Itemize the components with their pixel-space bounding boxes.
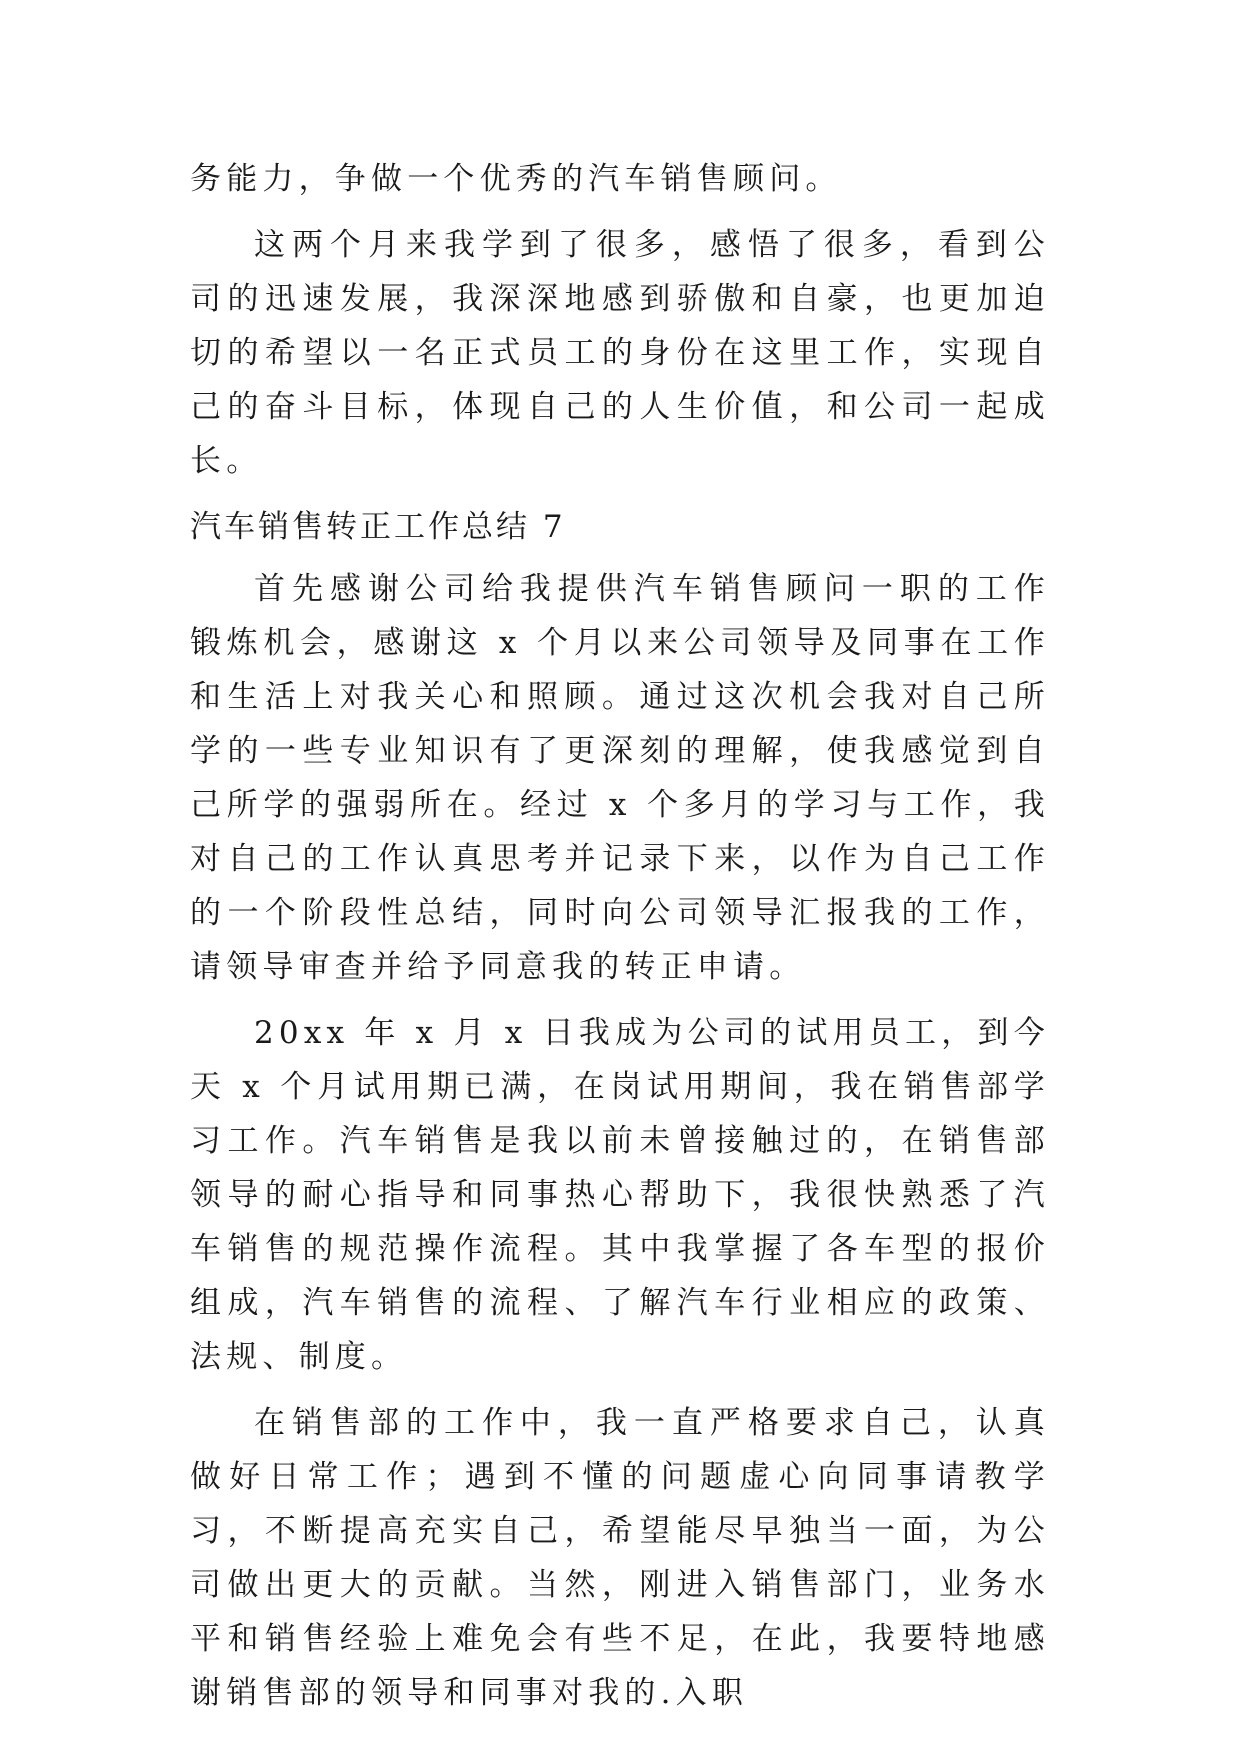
section-heading: 汽车销售转正工作总结 7 <box>190 509 566 545</box>
paragraph-growth: 这两个月来我学到了很多，感悟了很多，看到公司的迅速发展，我深深地感到骄傲和自豪，也更加迫切的希望以一名正式员工的身份在这里工作，实现自己的奋斗目标，体现自己的人生价值，和公司一起成长。 <box>190 227 1050 479</box>
paragraph-continuation: 务能力，争做一个优秀的汽车销售顾问。 <box>190 161 842 197</box>
paragraph-probation: 20xx 年 x 月 x 日我成为公司的试用员工，到今天 x 个月试用期已满，在岗试用期间，我在销售部学习工作。汽车销售是我以前未曾接触过的，在销售部领导的耐心指导和同事热心帮助下，我很快熟悉了汽车销售的规范操作流程。其中我掌握了各车型的报价组成，汽车销售的流程、了解汽车行业相应的政策、法规、制度。 <box>190 1015 1050 1375</box>
document-body <box>190 152 1050 1732</box>
paragraph-work: 在销售部的工作中，我一直严格要求自己，认真做好日常工作；遇到不懂的问题虚心向同事请教学习，不断提高充实自己，希望能尽早独当一面，为公司做出更大的贡献。当然，刚进入销售部门，业务水平和销售经验上难免会有些不足，在此，我要特地感谢销售部的领导和同事对我的.入职 <box>190 1405 1050 1711</box>
paragraph-thanks: 首先感谢公司给我提供汽车销售顾问一职的工作锻炼机会，感谢这 x 个月以来公司领导及同事在工作和生活上对我关心和照顾。通过这次机会我对自己所学的一些专业知识有了更深刻的理解，使我感觉到自己所学的强弱所在。经过 x 个多月的学习与工作，我对自己的工作认真思考并记录下来，以作为自己工作的一个阶段性总结，同时向公司领导汇报我的工作，请领导审查并给予同意我的转正申请。 <box>190 571 1050 985</box>
